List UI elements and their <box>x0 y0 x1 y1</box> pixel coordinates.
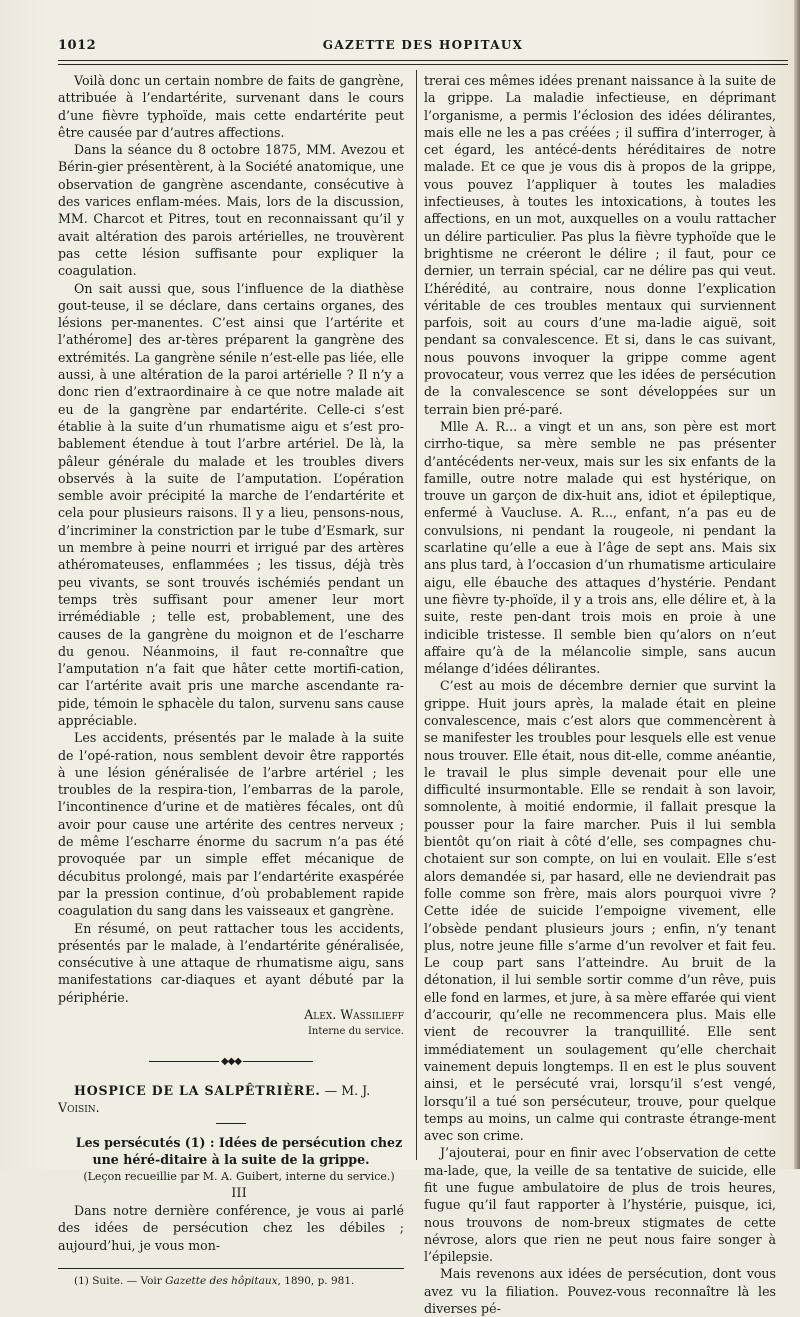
section-divider: ◆◆◆ <box>58 1053 404 1070</box>
column-divider <box>416 70 417 1160</box>
footnote-rule <box>58 1268 404 1269</box>
paragraph: Dans la séance du 8 octobre 1875, MM. Avezou et Bérin-gier présentèrent, à la Société anatomique, une observation de gangrène ascendante, consécutive à des varices enflam-mées. Mais, lors de la discussion, MM. Charcot et Pitres, tout en reconnaissant qu’il y avait altération des parois artérielles, ne trouvèrent pas cette lésion suffisante pour expliquer la coagulation. <box>58 142 404 279</box>
article-title: Les persécutés (1) : Idées de persécution chez une héré-ditaire à la suite de la grippe. <box>75 1134 403 1167</box>
signature-name: Alex. Wassilieff <box>304 1007 404 1023</box>
right-column <box>424 72 776 1317</box>
paragraph: Mlle A. R... a vingt et un ans, son père est mort cirrho-tique, sa mère semble ne pas présenter d’antécédents ner-veux, mais sur les six enfants de la famille, outre notre malade qui est hystérique, on trouve un garçon de dix-huit ans, idiot et épileptique, enfermé à Vaucluse. A. R..., enfant, n’a pas eu de convulsions, ni pendant la rougeole, ni pendant la scarlatine qu’elle a eue à l’âge de sept ans. Mais six ans plus tard, à l’occasion d’un rhumatisme articulaire aigu, elle ébauche des attaques d’hystérie. Pendant une fièvre ty-phoïde, il y a trois ans, elle délire et, à la suite, reste pen-dant trois mois en proie à une indicible tristesse. Il semble bien qu’alors on n’eut affaire qu’à de la mélancolie simple, sans aucun mélange d’idées délirantes. <box>424 418 776 677</box>
footnote-journal: Gazette des hôpitaux <box>165 1275 278 1287</box>
paragraph: Voilà donc un certain nombre de faits de gangrène, attribuée à l’endartérite, survenant dans le cours d’une fièvre typhoïde, mais cette endartérite peut être causée par d’autres affections. <box>58 73 404 140</box>
paragraph: En résumé, on peut rattacher tous les accidents, présentés par le malade, à l’endartérite généralisée, consécutive à une attaque de rhumatisme aigu, sans manifestations car-diaques et ayant débuté par la périphérie. <box>58 920 404 1005</box>
paragraph: trerai ces mêmes idées prenant naissance à la suite de la grippe. La maladie infectieuse, en déprimant l’organisme, a permis l’éclosion des idées délirantes, mais elle ne les a pas créées ; il suffira d’interroger, à cet égard, les antécé-dents héréditaires de notre malade. Et ce que je vous dis à propos de la grippe, vous pouvez l’appliquer à toutes les maladies infectieuses, à toutes les intoxications, à toutes les affections, en un mot, auxquelles on a voulu rattacher un délire particulier. Pas plus la fièvre typhoïde que le brightisme ne créeront le délire ; il faut, pour ce dernier, un terrain spécial, car ne délire pas qui veut. L’hérédité, au contraire, nous donne l’explication véritable de ces troubles mentaux qui surviennent parfois, soit au cours d’une ma-ladie aiguë, soit pendant sa convalescence. Et si, dans le cas suivant, nous pouvons invoquer la grippe comme agent provocateur, vous verrez que les idées de persécution de la convalescence se sont développées sur un terrain bien pré-paré. <box>424 73 776 417</box>
part-number: III <box>231 1185 247 1201</box>
left-column <box>58 72 404 1290</box>
paragraph: On sait aussi que, sous l’influence de la diathèse gout-teuse, il se déclare, dans certains organes, des lésions per-manentes. C’est ainsi que l’artérite et l’athérome] des ar-tères préparent la gangrène des extrémités. La gangrène sénile n’est-elle pas liée, elle aussi, à une altération de la paroi artérielle ? Il n’y a donc rien d’extraordinaire à ce que notre malade ait eu de la gangrène par endartérite. Celle-ci s’est établie à la suite d’un rhumatisme aigu et s’est pro-bablement étendue à tout l’arbre artériel. De là, la pâleur générale du malade et les troubles divers observés à la suite de l’amputation. L’opération semble avoir précipité la marche de l’endartérite et cela pour plusieurs raisons. Il y a lieu, pensons-nous, d’incriminer la constriction par le tube d’Esmark, sur un membre à peine nourri et irrigué par des artères athéromateuses, enflammées ; les tissus, déjà très peu vivants, se sont trouvés ischémiés pendant un temps très suffisant pour amener leur mort irrémédiable ; telle est, probablement, une des causes de la gangrène du moignon et de l’escharre du genou. Néanmoins, il faut re-connaître que l’amputation n’a fait que hâter cette mortifi-cation, car l’artérite avait pris une marche ascendante ra-pide, témoin le sphacèle du talon, survenu sans cause appréciable. <box>58 280 404 728</box>
page-number: 1012 <box>58 38 97 53</box>
page-edge <box>794 0 800 1169</box>
header-rule-thin <box>58 64 788 65</box>
page-header <box>58 38 788 56</box>
paragraph: C’est au mois de décembre dernier que survint la grippe. Huit jours après, la malade était en pleine convalescence, mais c’est alors que commencèrent à se manifester les troubles pour lesquels elle est venue nous trouver. Elle était, nous dit-elle, comme anéantie, le travail le plus simple devenait pour elle une difficulté insurmontable. Elle se rendait à son lavoir, somnolente, à moitié endormie, il fallait presque la pousser pour la faire marcher. Puis il lui sembla bientôt qu’on riait à côté d’elle, ses compagnes chu-chotaient sur son compte, on lui en voulait. Elle s’est alors demandée si, par hasard, elle ne deviendrait pas folle comme son frère, mais alors pourquoi vivre ? Cette idée de suicide l’empoigne vivement, elle l’obsède pendant plusieurs jours ; enfin, n’y tenant plus, notre jeune fille s’arme d’un revolver et fait feu. Le coup part sans l’atteindre. Au bruit de la détonation, il lui semble sortir comme d’un rêve, puis elle fond en larmes, et jure, à sa mère effarée qui vient d’accourir, qu’elle ne recommencera plus. Mais elle vient de recouvrer la tranquillité. Elle sent immédiatement un soulagement qu’elle cherchait vainement depuis longtemps. Il en est le plus souvent ainsi, et le persécuté vrai, lorsqu’il s’est vengé, lorsqu’il a tué son persécuteur, trouve, pour quelque temps au moins, un calme qui contraste étrange-ment avec son crime. <box>424 678 776 1144</box>
signature <box>58 1006 404 1023</box>
header-rule <box>58 60 788 61</box>
paragraph: Les accidents, présentés par le malade à la suite de l’opé-ration, nous semblent devoir être rapportés à une lésion généralisée de l’arbre artériel ; les troubles de la respira-tion, l’embarras de la parole, l’incontinence d’urine et de matières fécales, ont dû avoir pour cause une artérite des centres nerveux ; de même l’escharre énorme du sacrum n’a pas été provoquée par un simple effet mécanique de décubitus prolongé, mais par l’endartérite exaspérée par la pression continue, d’où probablement rapide coagulation du sang dans les vaisseaux et gangrène. <box>58 730 404 919</box>
paragraph: Dans notre dernière conférence, je vous ai parlé des idées de persécution chez les débiles ; aujourd’hui, je vous mon- <box>58 1203 404 1253</box>
paragraph: J’ajouterai, pour en finir avec l’observation de cette ma-lade, que, la veille de sa tentative de suicide, elle fit une fugue ambulatoire de plus de trois heures, fugue qu’il faut rapporter à l’hystérie, puisque, ici, nous trouvons de nom-breux stigmates de cette névrose, alors que rien ne peut nous faire songer à l’épilepsie. <box>424 1145 776 1265</box>
footnote-prefix: (1) Suite. — Voir <box>74 1275 166 1287</box>
section-heading <box>58 1082 404 1117</box>
paragraph: Mais revenons aux idées de persécution, dont vous avez vu la filiation. Pouvez-vous reconnaître là les diverses pé- <box>424 1266 776 1317</box>
footnote-suffix: , 1890, p. 981. <box>277 1275 355 1287</box>
footnote <box>58 1273 404 1290</box>
section-title: HOSPICE DE LA SALPÊTRIÈRE. <box>74 1082 321 1098</box>
section-author: — M. J. Voisin. <box>58 1082 371 1116</box>
short-rule <box>216 1123 246 1124</box>
signature-role: Interne du service. <box>307 1026 404 1038</box>
journal-title: GAZETTE DES HOPITAUX <box>322 38 524 52</box>
lecture-note: (Leçon recueillie par M. A. Guibert, interne du service.) <box>83 1169 395 1183</box>
